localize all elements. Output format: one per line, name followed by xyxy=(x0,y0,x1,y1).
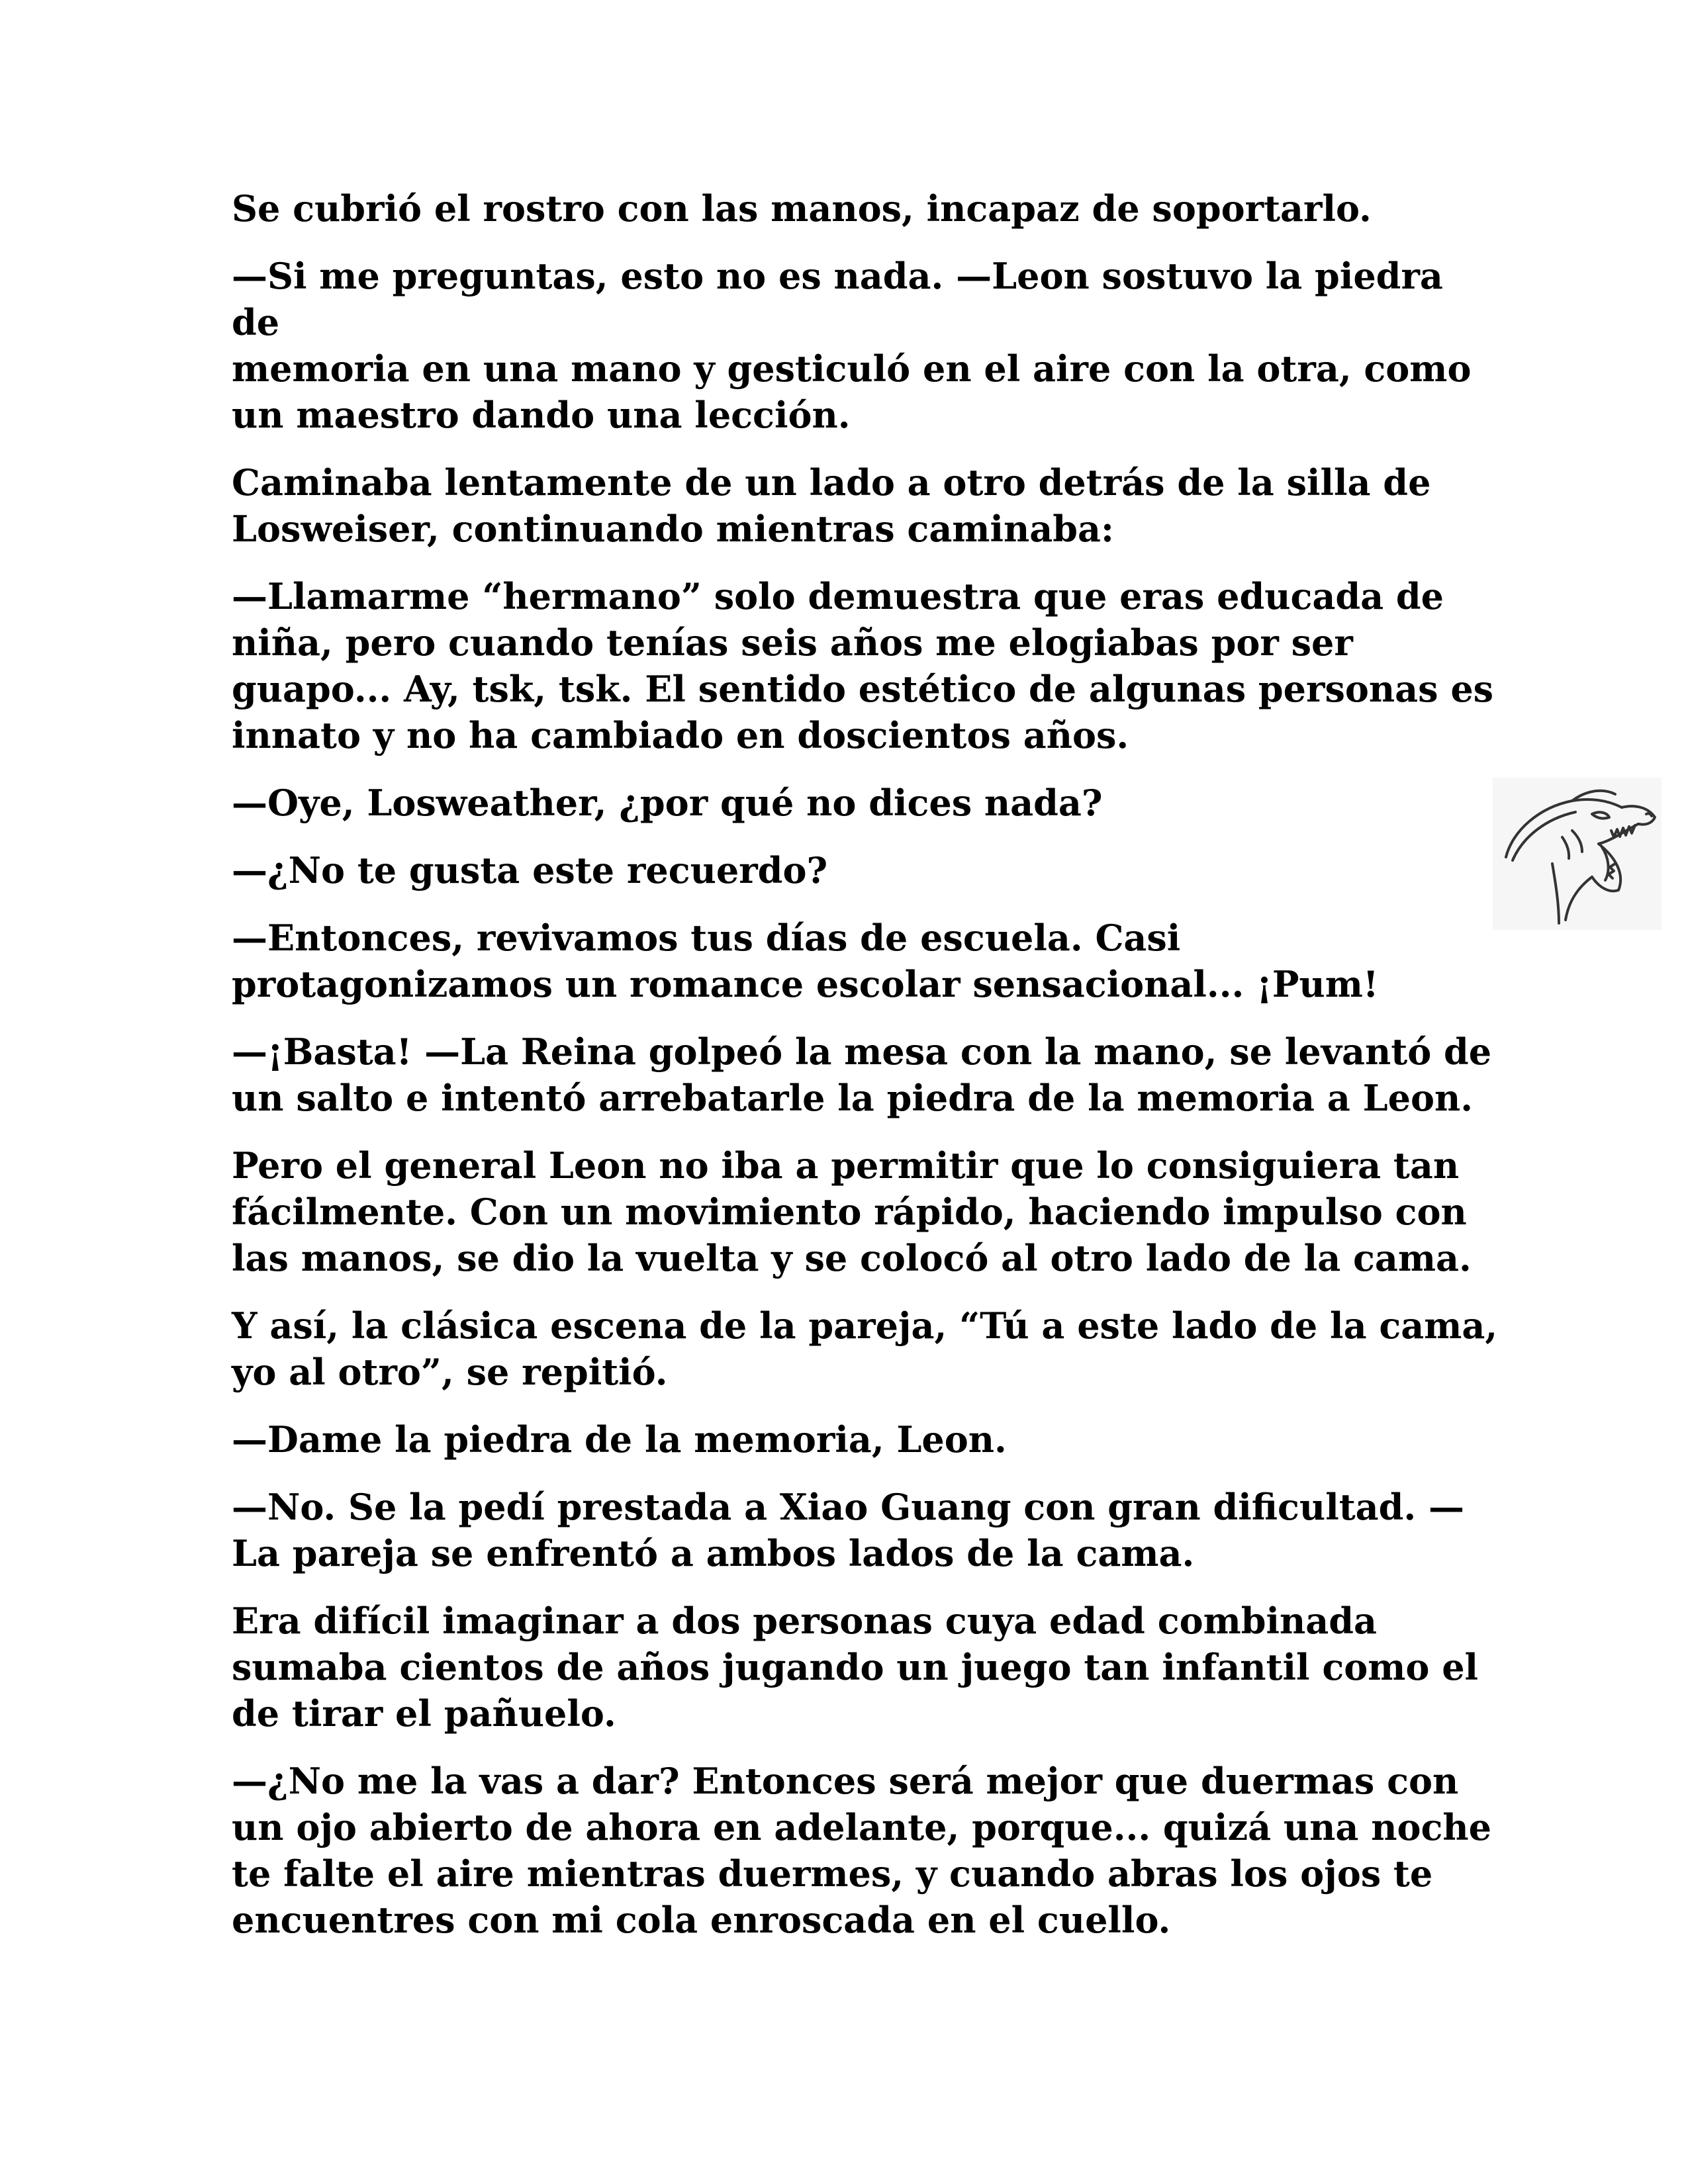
paragraph: —Oye, Losweather, ¿por qué no dices nada? xyxy=(232,782,1103,824)
paragraph: Era difícil imaginar a dos personas cuya edad combinada sumaba cientos de años jugando un juego tan infantil como el de tirar el pañuelo. xyxy=(232,1600,1479,1735)
paragraph: —Si me preguntas, esto no es nada. —Leon sostuvo la piedra de memoria en una mano y gesticuló en el aire con la otra, como un maestro dando una lección. xyxy=(232,255,1472,436)
body-text xyxy=(232,185,1503,1964)
paragraph: —Dame la piedra de la memoria, Leon. xyxy=(232,1418,1007,1461)
paragraph: Se cubrió el rostro con las manos, incapaz de soportarlo. xyxy=(232,187,1372,230)
paragraph: —Entonces, revivamos tus días de escuela. Casi protagonizamos un romance escolar sensacional... ¡Pum! xyxy=(232,917,1379,1005)
paragraph: —¿No te gusta este recuerdo? xyxy=(232,849,828,891)
paragraph: Caminaba lentamente de un lado a otro detrás de la silla de Losweiser, continuando mientras caminaba: xyxy=(232,461,1431,550)
dinosaur-head-icon xyxy=(1493,778,1662,930)
paragraph: —Llamarme “hermano” solo demuestra que eras educada de niña, pero cuando tenías seis años me elogiabas por ser guapo... Ay, tsk, tsk. El sentido estético de algunas personas es innato y no ha cambiado en doscientos años. xyxy=(232,575,1494,756)
paragraph: —No. Se la pedí prestada a Xiao Guang con gran dificultad. — La pareja se enfrentó a ambos lados de la cama. xyxy=(232,1486,1464,1574)
paragraph: Pero el general Leon no iba a permitir que lo consiguiera tan fácilmente. Con un movimiento rápido, haciendo impulso con las manos, se dio la vuelta y se colocó al otro lado de la cama. xyxy=(232,1144,1472,1279)
paragraph: —¿No me la vas a dar? Entonces será mejor que duermas con un ojo abierto de ahora en adelante, porque... quizá una noche te falte el aire mientras duermes, y cuando abras los ojos te encuentres con mi cola enroscada en el cuello. xyxy=(232,1760,1491,1941)
paragraph: —¡Basta! —La Reina golpeó la mesa con la mano, se levantó de un salto e intentó arrebatarle la piedra de la memoria a Leon. xyxy=(232,1030,1492,1119)
paragraph: Y así, la clásica escena de la pareja, “Tú a este lado de la cama, yo al otro”, se repitió. xyxy=(232,1304,1498,1393)
